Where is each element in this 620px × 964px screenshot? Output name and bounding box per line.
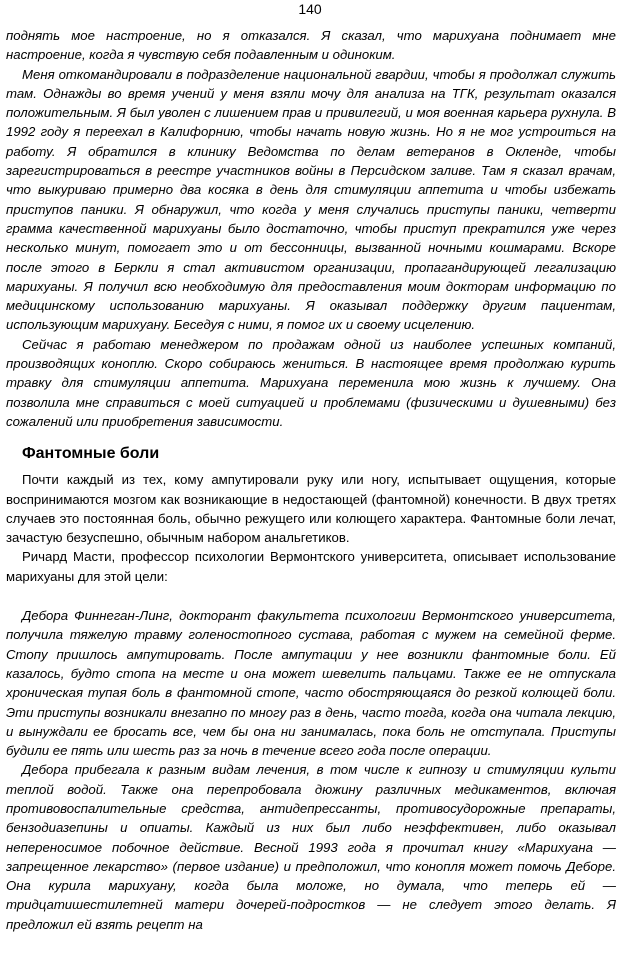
section-heading: Фантомные боли [22, 445, 160, 463]
page-number: 140 [298, 1, 322, 17]
quote-paragraph: Меня откомандировали в подразделение национальной гвардии, чтобы я продолжал служить там. Однажды во время учений у меня взяли мочу для анализа на ТГК, результат оказался положительным. Я был уволен с лишением прав и привилегий, и моя военная карьера рухнула. В 1992 году я переехал в Калифорнию, чтобы начать новую жизнь. Но я не мог устроиться на работу. Я обратился в клинику Ведомства по делам ветеранов в Окленде, чтобы зарегистрироваться в реестре участников войны в Персидском заливе. Там я сказал врачам, что выкуриваю примерно два косяка в день для стимуляции аппетита и чтобы избежать приступов паники. Я обнаружил, что когда у меня случались приступы паники, четверти грамма качественной марихуаны было достаточно, чтобы приступ прекратился уже через несколько минут, помогает это и от бессонницы, вызванной ночными кошмарами. Вскоре после этого в Беркли я стал активистом организации, пропагандирующей легализацию марихуаны. Я получил всю необходимую для предоставления моим докторам информацию по медицинскому использованию марихуаны. Я оказывал поддержку другим пациентам, использующим марихуану. Беседуя с ними, я помог их и своему исцелению. [6, 66, 616, 333]
quote-paragraph: поднять мое настроение, но я отказался. Я сказал, что марихуана поднимает мне настроение, когда я чувствую себя подавленным и одиноким. [6, 28, 616, 63]
quote-paragraph: Дебора Финнеган-Линг, докторант факультета психологии Вермонтского университета, получила тяжелую травму голеностопного сустава, работая с мужем на семейной ферме. Стопу пришлось ампутировать. После ампутации у нее возникли фантомные боли. Ей казалось, будто стопа на месте и она может шевелить пальцами. Также ее не отпускала хроническая тупая боль в фантомной стопе, часто обостряющаяся до резкой колющей боли. Эти приступы возникали внезапно по многу раз в день, часто тогда, когда она читала лекцию, и вынуждали ее бросать все, чем бы она ни занималась, пока боль не отступала. Приступы будили ее пять или шесть раз за ночь в течение всего года после операции. [6, 608, 616, 759]
body-paragraph: Ричард Масти, профессор психологии Вермонтского университета, описывает использование марихуаны для этой цели: [6, 549, 616, 584]
quote-paragraph: Сейчас я работаю менеджером по продажам одной из наиболее успешных компаний, производящих коноплю. Скоро собираюсь жениться. В настоящее время продолжаю курить травку для стимуляции аппетита. Марихуана переменила мою жизнь к лучшему. Она позволила мне справиться с моей ситуацией и проблемами (физическими и душевными) без сожалений или приобретения зависимости. [6, 336, 616, 429]
page-content [6, 26, 616, 934]
quote-paragraph: Дебора прибегала к разным видам лечения, в том числе к гипнозу и стимуляции культи теплой водой. Также она перепробовала дюжину различных медикаментов, включая противовоспалительные средства, антидепрессанты, противосудорожные препараты, бензодиазепины и опиаты. Каждый из них был либо неэффективен, либо оказывал непереносимое побочное действие. Весной 1993 года я прочитал книгу «Марихуана — запрещенное лекарство» (первое издание) и предположил, что конопля может помочь Деборе. Она курила марихуану, когда была моложе, но думала, что теперь ей — тридцатишестилетней матери дочерей-подростков — не следует этого делать. Я предложил ей взять рецепт на [6, 762, 616, 932]
body-paragraph: Почти каждый из тех, кому ампутировали руку или ногу, испытывает ощущения, которые воспринимаются мозгом как возникающие в недостающей (фантомной) конечности. В двух третях случаев это постоянная боль, обычно режущего или колющего характера. Фантомные боли лечат, зачастую безуспешно, обычным набором анальгетиков. [6, 472, 616, 546]
